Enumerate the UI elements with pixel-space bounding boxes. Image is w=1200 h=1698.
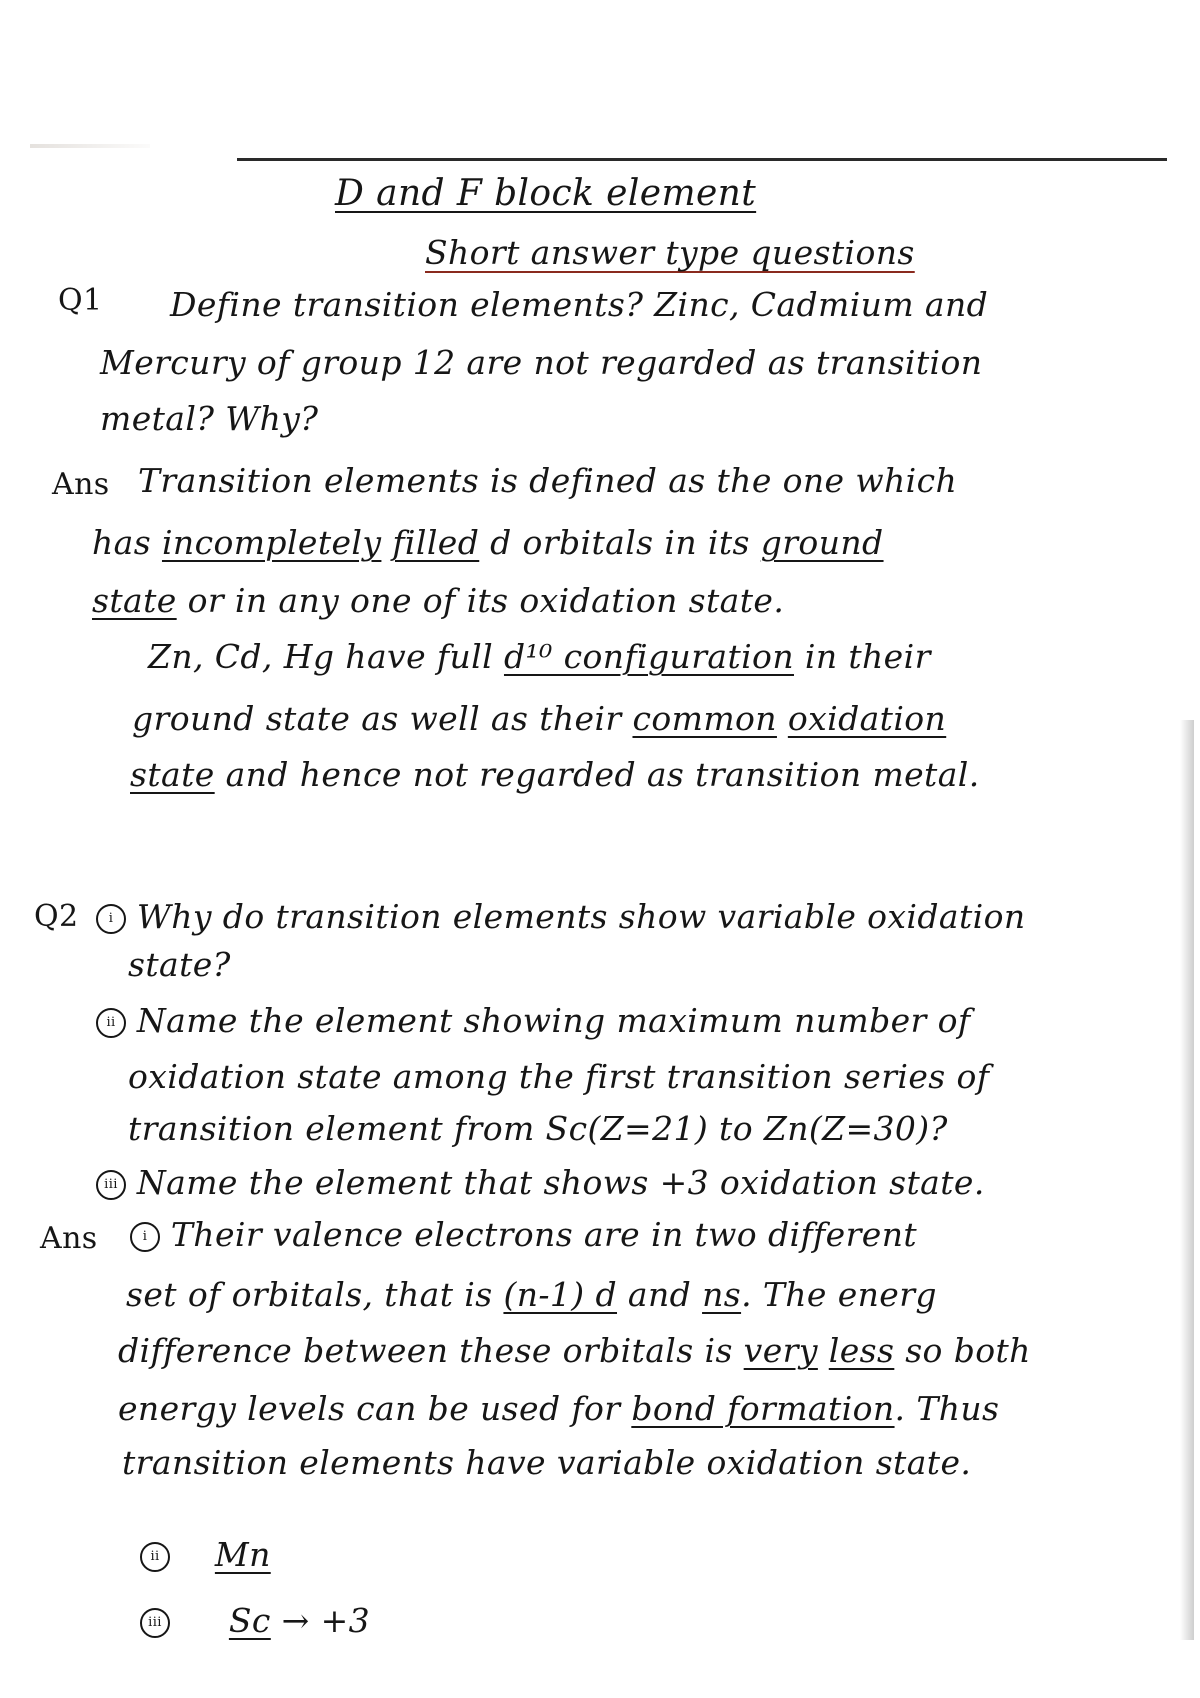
q1-text-line2: Mercury of group 12 are not regarded as transition (100, 343, 983, 382)
q1-text-line3: metal? Why? (100, 399, 319, 438)
q2-ans-line5: transition elements have variable oxidation state. (122, 1443, 972, 1482)
q2-part2-line3: transition element from Sc(Z=21) to Zn(Z=30)? (128, 1109, 948, 1148)
answer-sc: Sc (228, 1601, 271, 1640)
answer-mn: Mn (214, 1535, 271, 1574)
q1-ans-line4: Zn, Cd, Hg have full d¹⁰ configuration in their (148, 637, 931, 676)
q1-ans-line6: state and hence not regarded as transition metal. (130, 755, 980, 794)
q1-ans-line2: has incompletely filled d orbitals in its ground (92, 523, 884, 562)
q1-ans-line5: ground state as well as their common oxidation (132, 699, 947, 738)
q2-ans-label: Ans (40, 1221, 98, 1256)
q2-ans-line3: difference between these orbitals is very less so both (118, 1331, 1031, 1370)
q2-part2-line1: ii Name the element showing maximum number of (96, 1004, 971, 1038)
q2-ans-line2: set of orbitals, that is (n-1) d and ns. The energ (126, 1275, 937, 1314)
q2-ans-iii (140, 1601, 371, 1640)
page-edge-shadow (1180, 720, 1194, 1640)
q2-ans-line1: i Their valence electrons are in two different (130, 1218, 917, 1252)
q1-ans-line3: state or in any one of its oxidation state. (92, 581, 785, 620)
q1-ans-line1: Transition elements is defined as the one which (138, 461, 958, 500)
roman-numeral-badge: i (130, 1222, 160, 1252)
q2-label: Q2 (34, 899, 79, 934)
top-rule-line (237, 158, 1167, 161)
page-title: D and F block element (335, 173, 757, 214)
roman-numeral-badge: iii (140, 1608, 170, 1638)
q2-part2-line2: oxidation state among the first transition series of (128, 1057, 990, 1096)
q2-ans-ii (140, 1535, 271, 1574)
roman-numeral-badge: ii (96, 1008, 126, 1038)
q1-label: Q1 (58, 283, 103, 318)
q2-part3-line1: iii Name the element that shows +3 oxidation state. (96, 1166, 985, 1200)
roman-numeral-badge: iii (96, 1170, 126, 1200)
answer-sc-result: → +3 (281, 1601, 371, 1640)
roman-numeral-badge: i (96, 904, 126, 934)
q1-text-line1: Define transition elements? Zinc, Cadmium and (170, 285, 989, 324)
scan-artifact (30, 144, 150, 148)
page-subtitle: Short answer type questions (425, 233, 915, 272)
q2-part1-line2: state? (128, 945, 231, 984)
q1-ans-label: Ans (52, 467, 110, 502)
q2-part1-line1: i Why do transition elements show variable oxidation (96, 900, 1026, 934)
q2-ans-line4: energy levels can be used for bond formation. Thus (118, 1389, 1000, 1428)
roman-numeral-badge: ii (140, 1542, 170, 1572)
